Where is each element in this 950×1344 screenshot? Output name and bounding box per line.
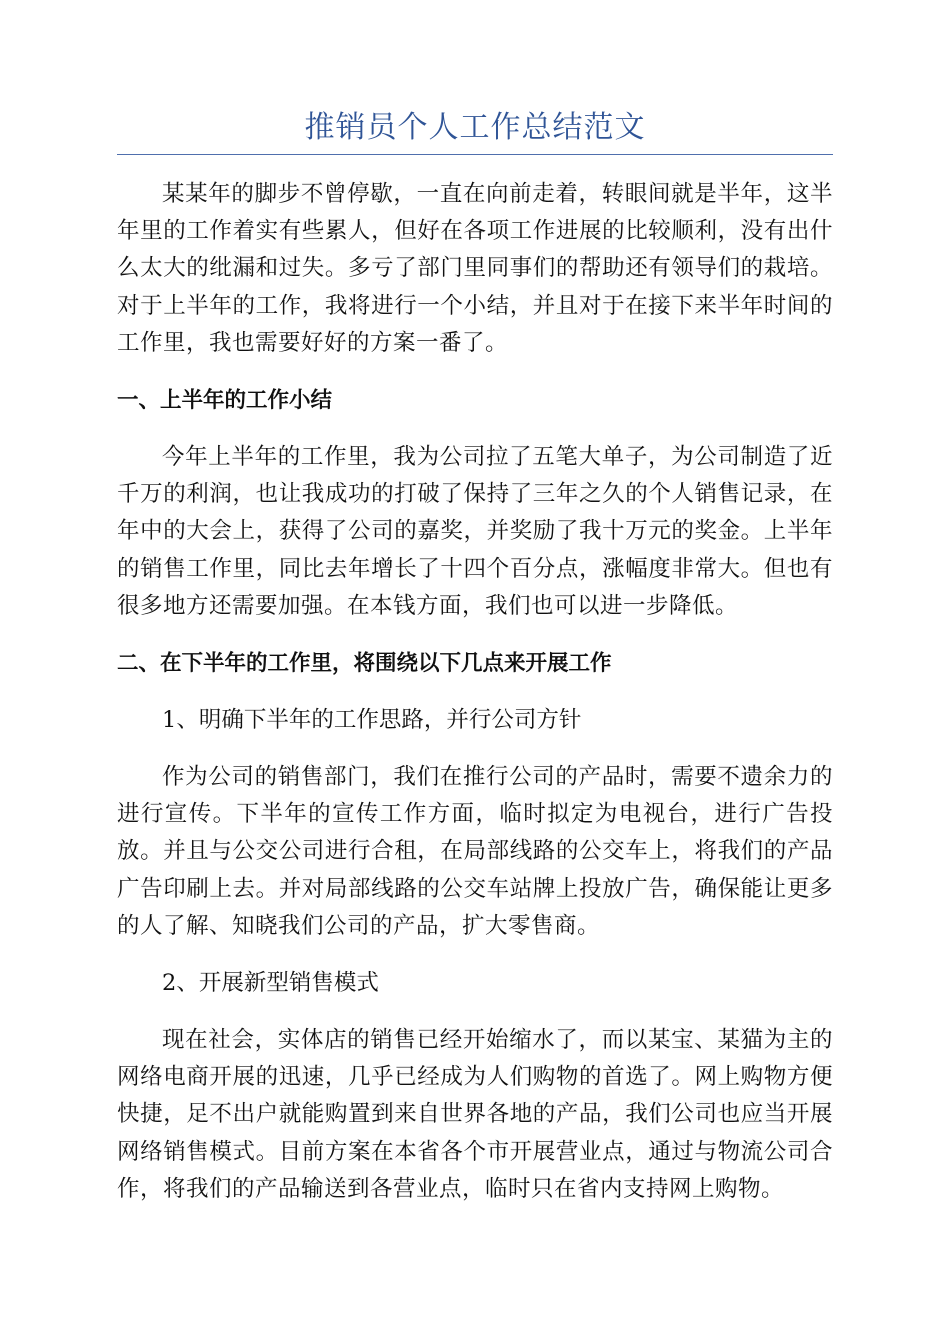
document-page xyxy=(117,108,833,1228)
subheading-1: 1、明确下半年的工作思路，并行公司方针 xyxy=(162,707,582,734)
section-heading-2: 二、在下半年的工作里，将围绕以下几点来开展工作 xyxy=(117,651,612,677)
title-block xyxy=(117,108,833,155)
document-title: 推销员个人工作总结范文 xyxy=(304,110,646,145)
paragraph-summary: 今年上半年的工作里，我为公司拉了五笔大单子，为公司制造了近千万的利润，也让我成功的打破了保持了三年之久的个人销售记录，在年中的大会上，获得了公司的嘉奖，并奖励了我十万元的奖金。上半年的销售工作里，同比去年增长了十四个百分点，涨幅度非常大。但也有很多地方还需要加强。在本钱方面，我们也可以进一步降低。 xyxy=(117,444,833,619)
subheading-2: 2、开展新型销售模式 xyxy=(162,970,379,997)
section-heading-1: 一、上半年的工作小结 xyxy=(117,388,333,414)
paragraph-intro: 某某年的脚步不曾停歇，一直在向前走着，转眼间就是半年，这半年里的工作着实有些累人，但好在各项工作进展的比较顺利，没有出什么太大的纰漏和过失。多亏了部门里同事们的帮助还有领导们的栽培。对于上半年的工作，我将进行一个小结，并且对于在接下来半年时间的工作里，我也需要好好的方案一番了。 xyxy=(117,181,833,356)
paragraph-online-sales: 现在社会，实体店的销售已经开始缩水了，而以某宝、某猫为主的网络电商开展的迅速，几乎已经成为人们购物的首选了。网上购物方便快捷，足不出户就能购置到来自世界各地的产品，我们公司也应当开展网络销售模式。目前方案在本省各个市开展营业点，通过与物流公司合作，将我们的产品输送到各营业点，临时只在省内支持网上购物。 xyxy=(117,1027,833,1202)
document-body xyxy=(117,176,833,1208)
paragraph-publicity: 作为公司的销售部门，我们在推行公司的产品时，需要不遗余力的进行宣传。下半年的宣传工作方面，临时拟定为电视台，进行广告投放。并且与公交公司进行合租，在局部线路的公交车上，将我们的产品广告印刷上去。并对局部线路的公交车站牌上投放广告，确保能让更多的人了解、知晓我们公司的产品，扩大零售商。 xyxy=(117,764,833,939)
